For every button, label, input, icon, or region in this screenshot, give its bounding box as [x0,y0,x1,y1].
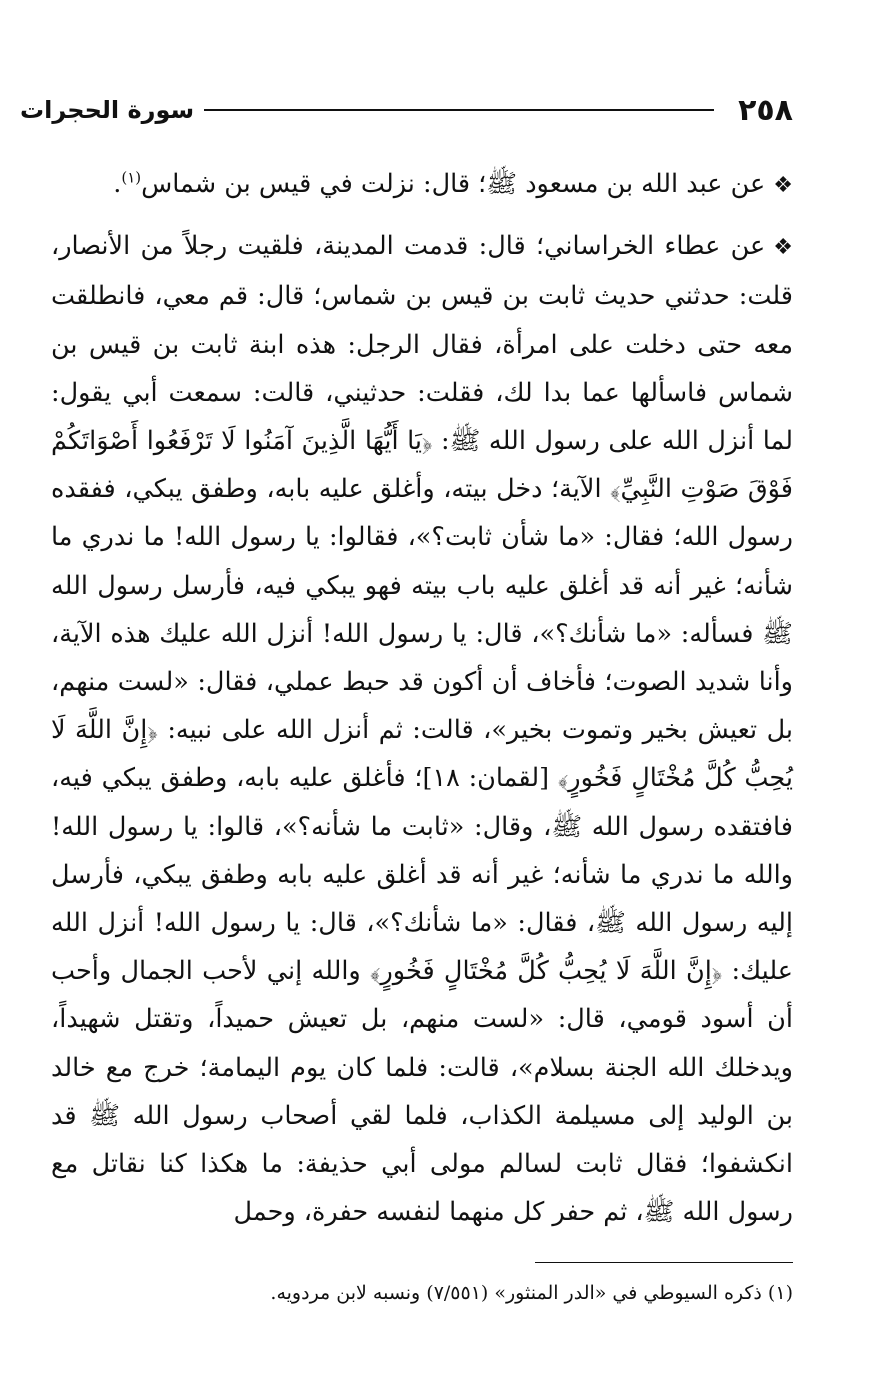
paragraph-2-text: عن عطاء الخراساني؛ قال: قدمت المدينة، فلقيت رجلاً من الأنصار، قلت: حدثني حديث ثابت بن قيس بن شماس؛ قال: قم معي، فانطلقت معه حتى دخلت على امرأة، فقال الرجل: هذه ابنة ثابت بن قيس بن شماس فاسألها عما بدا لك، فقلت: حدثيني، قالت: سمعت أبي يقول: لما أنزل الله على رسول الله ﷺ: ﴿يَا أَيُّهَا الَّذِينَ آمَنُوا لَا تَرْفَعُوا أَصْوَاتَكُمْ فَوْقَ صَوْتِ النَّبِيِّ﴾ الآية؛ دخل بيته، وأغلق عليه بابه، وطفق يبكي، ففقده رسول الله؛ فقال: «ما شأن ثابت؟»، فقالوا: يا رسول الله! ما ندري ما شأنه؛ غير أنه قد أغلق عليه باب بيته فهو يبكي فيه، فأرسل رسول الله ﷺ فسأله: «ما شأنك؟»، قال: يا رسول الله! أنزل الله عليك هذه الآية، وأنا شديد الصوت؛ فأخاف أن أكون قد حبط عملي، فقال: «لست منهم، بل تعيش بخير وتموت بخير»، قالت: ثم أنزل الله على نبيه: ﴿إِنَّ اللَّهَ لَا يُحِبُّ كُلَّ مُخْتَالٍ فَخُورٍ﴾ [لقمان: ١٨]؛ فأغلق عليه بابه، وطفق يبكي فيه، فافتقده رسول الله ﷺ، وقال: «ثابت ما شأنه؟»، قالوا: يا رسول الله! والله ما ندري ما شأنه؛ غير أنه قد أغلق عليه بابه وطفق يبكي، فأرسل إليه رسول الله ﷺ، فقال: «ما شأنك؟»، قال: يا رسول الله! أنزل الله عليك: ﴿إِنَّ اللَّهَ لَا يُحِبُّ كُلَّ مُخْتَالٍ فَخُورٍ﴾ والله إني لأحب الجمال وأحب أن أسود قومي، قال: «لست منهم، بل تعيش حميداً، وتقتل شهيداً، ويدخلك الله الجنة بسلام»، قالت: فلما كان يوم اليمامة؛ خرج مع خالد بن الوليد إلى مسيلمة الكذاب، فلما لقي أصحاب رسول الله ﷺ قد انكشفوا؛ فقال ثابت لسالم مولى أبي حذيفة: ما هكذا كنا نقاتل مع رسول الله ﷺ، ثم حفر كل منهما لنفسه حفرة، وحمل [51,231,793,1228]
header-rule [204,109,714,111]
surah-title: سورة الحجرات [20,96,195,124]
paragraph-1-end: . [113,169,122,199]
footnote-separator [535,1262,793,1263]
bullet-icon: ❖ [773,235,793,261]
paragraph-1-text: عن عبد الله بن مسعود ﷺ؛ قال: نزلت في قيس بن شماس [141,169,766,199]
page-header [20,88,793,132]
footnote-ref-1[interactable]: (١) [121,168,142,187]
paragraph-2 [51,222,793,1236]
page-number: ٢٥٨ [738,92,793,128]
footnote-1: (١) ذكره السيوطي في «الدر المنثور» (٧/٥٥١) ونسبه لابن مردويه. [270,1282,793,1304]
main-text [51,160,793,1248]
paragraph-1 [51,160,793,210]
bullet-icon: ❖ [773,173,793,198]
